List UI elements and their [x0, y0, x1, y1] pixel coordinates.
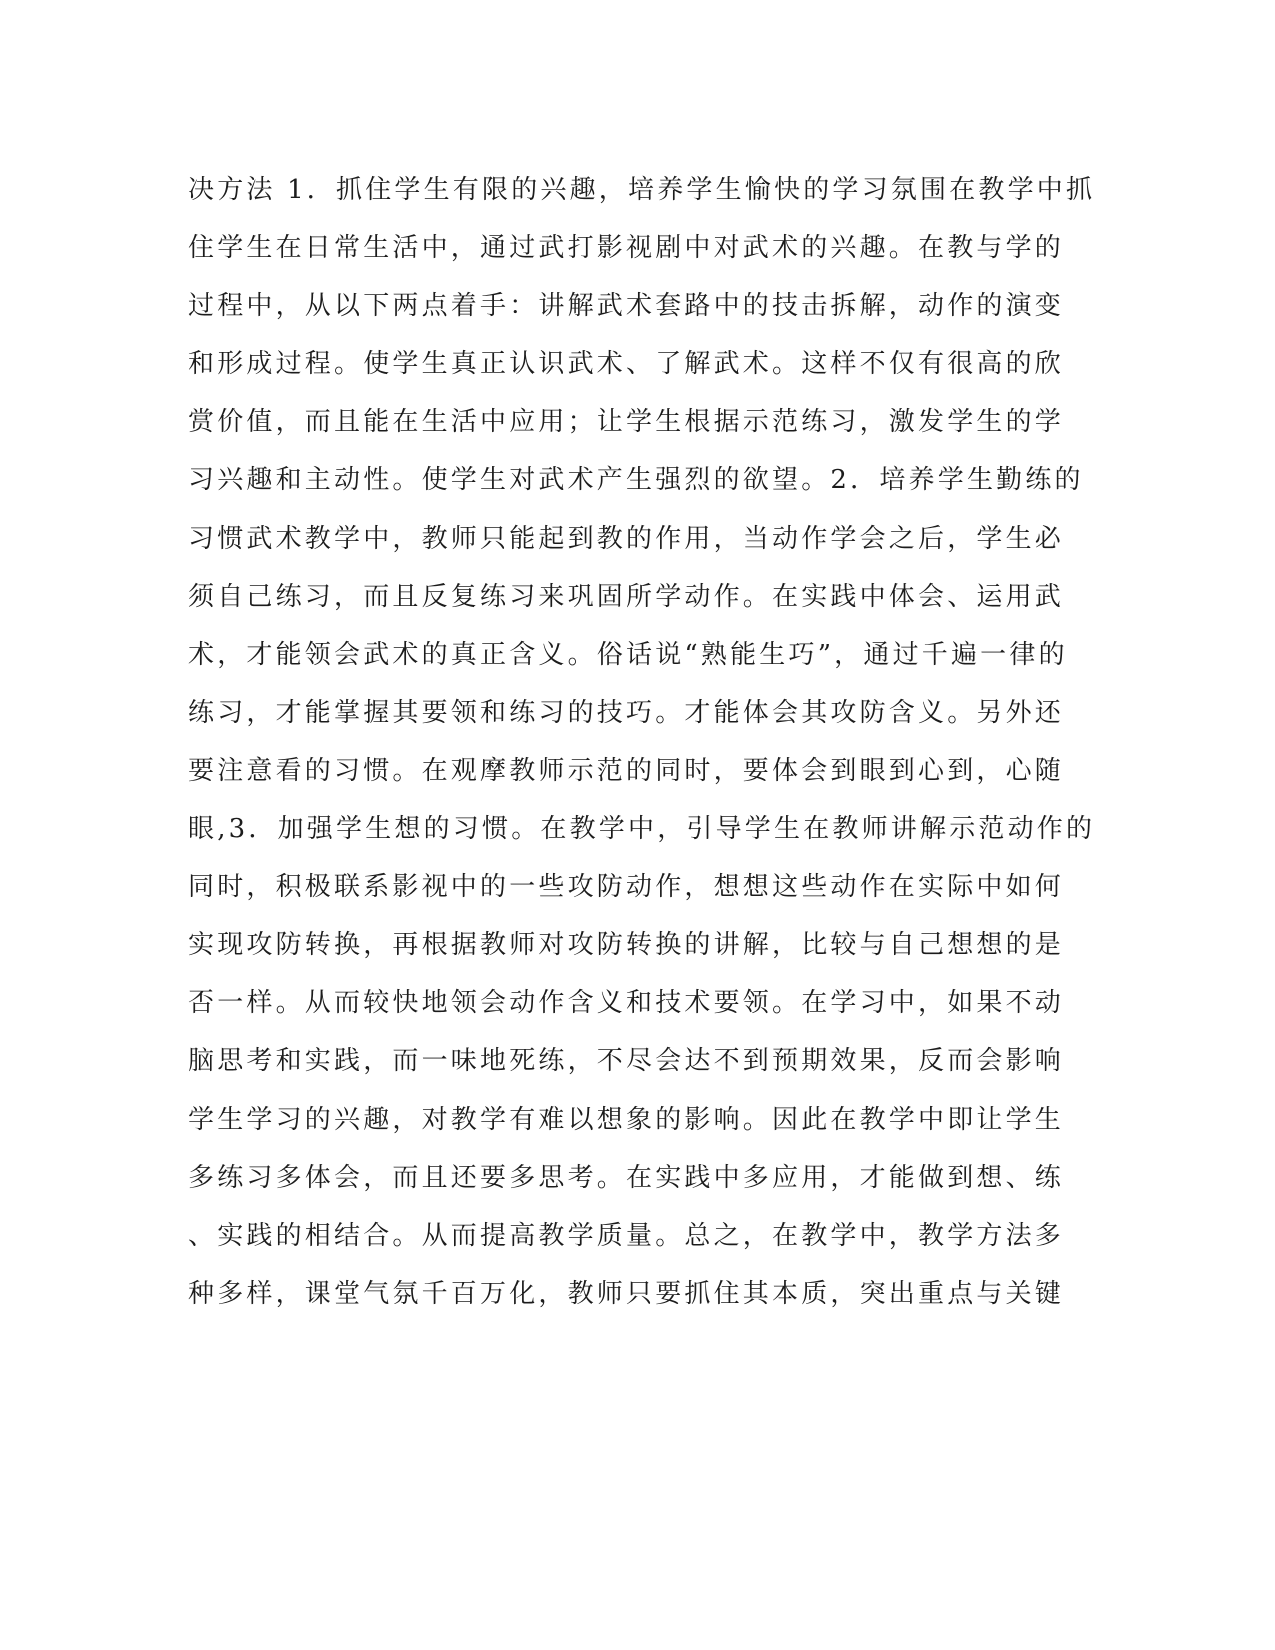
text-line: 种多样，课堂气氛千百万化，教师只要抓住其本质，突出重点与关键 [188, 1278, 1065, 1309]
text-line: 同时，积极联系影视中的一些攻防动作，想想这些动作在实际中如何 [188, 872, 1065, 903]
text-line: 眼,3．加强学生想的习惯。在教学中，引导学生在教师讲解示范动作的 [188, 814, 1096, 845]
body-text [188, 161, 1096, 1323]
text-line: 术，才能领会武术的真正含义。俗话说“熟能生巧”，通过千遍一律的 [188, 639, 1068, 670]
text-line: 习兴趣和主动性。使学生对武术产生强烈的欲望。2．培养学生勤练的 [188, 465, 1084, 496]
text-line: 多练习多体会，而且还要多思考。在实践中多应用，才能做到想、练 [188, 1162, 1065, 1193]
text-line: 脑思考和实践，而一味地死练，不尽会达不到预期效果，反而会影响 [188, 1046, 1065, 1077]
text-line: 、实践的相结合。从而提高教学质量。总之，在教学中，教学方法多 [188, 1220, 1065, 1251]
text-line: 住学生在日常生活中，通过武打影视剧中对武术的兴趣。在教与学的 [188, 233, 1065, 264]
text-line: 须自己练习，而且反复练习来巩固所学动作。在实践中体会、运用武 [188, 581, 1065, 612]
text-line: 和形成过程。使学生真正认识武术、了解武术。这样不仅有很高的欣 [188, 349, 1065, 380]
text-line: 实现攻防转换，再根据教师对攻防转换的讲解，比较与自己想想的是 [188, 930, 1065, 961]
text-line: 过程中，从以下两点着手：讲解武术套路中的技击拆解，动作的演变 [188, 291, 1065, 322]
text-line: 否一样。从而较快地领会动作含义和技术要领。在学习中，如果不动 [188, 988, 1065, 1019]
text-line: 练习，才能掌握其要领和练习的技巧。才能体会其攻防含义。另外还 [188, 697, 1065, 728]
text-line: 学生学习的兴趣，对教学有难以想象的影响。因此在教学中即让学生 [188, 1104, 1065, 1135]
text-line: 赏价值，而且能在生活中应用；让学生根据示范练习，激发学生的学 [188, 407, 1065, 438]
text-line: 要注意看的习惯。在观摩教师示范的同时，要体会到眼到心到，心随 [188, 755, 1065, 786]
text-line: 决方法 1．抓住学生有限的兴趣，培养学生愉快的学习氛围在教学中抓 [188, 175, 1096, 205]
text-line: 习惯武术教学中，教师只能起到教的作用，当动作学会之后，学生必 [188, 523, 1065, 554]
